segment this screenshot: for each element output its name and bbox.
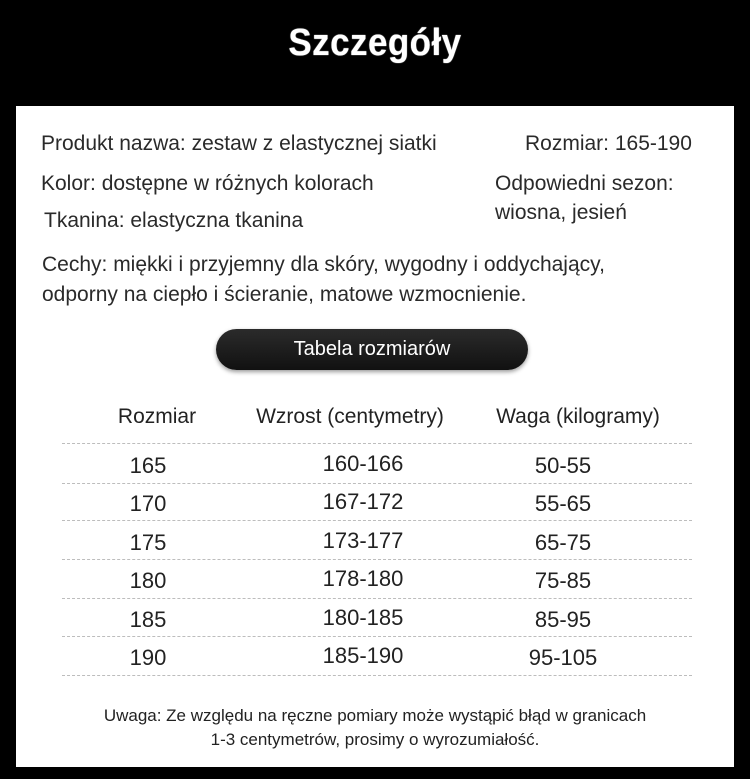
table-cell-weight: 55-65 (534, 491, 592, 516)
measurement-note-line-2: 1-3 centymetrów, prosimy o wyrozumiałość. (210, 730, 540, 749)
table-cell-height: 180-185 (322, 605, 404, 630)
table-header-size: Rozmiar (117, 405, 197, 428)
table-header-weight: Waga (kilogramy) (496, 405, 660, 428)
table-cell-height: 160-166 (322, 451, 404, 476)
table-cell-size: 180 (129, 568, 167, 593)
table-divider (62, 636, 692, 637)
table-cell-weight: 65-75 (534, 530, 592, 555)
fabric-info: Tkanina: elastyczna tkanina (44, 209, 304, 232)
table-cell-height: 185-190 (322, 643, 404, 668)
table-cell-size: 165 (129, 453, 167, 478)
season-value: wiosna, jesień (495, 201, 627, 224)
size-range: Rozmiar: 165-190 (525, 132, 692, 155)
table-divider (62, 443, 692, 444)
table-header-height: Wzrost (centymetry) (256, 405, 444, 428)
table-cell-weight: 95-105 (528, 645, 598, 670)
table-cell-weight: 50-55 (534, 453, 592, 478)
table-cell-size: 175 (129, 530, 167, 555)
table-cell-size: 185 (129, 607, 167, 632)
size-table-title: Tabela rozmiarów (216, 329, 528, 370)
color-info: Kolor: dostępne w różnych kolorach (41, 172, 374, 195)
measurement-note-line-1: Uwaga: Ze względu na ręczne pomiary może wystąpić błąd w granicach (103, 706, 647, 725)
table-divider (62, 483, 692, 484)
season-label: Odpowiedni sezon: (495, 172, 674, 195)
table-divider (62, 675, 692, 676)
table-cell-weight: 85-95 (534, 607, 592, 632)
features-line-1: Cechy: miękki i przyjemny dla skóry, wygodny i oddychający, (42, 253, 605, 276)
table-cell-height: 167-172 (322, 489, 404, 514)
table-cell-weight: 75-85 (534, 568, 592, 593)
product-name: Produkt nazwa: zestaw z elastycznej siatki (41, 132, 437, 155)
table-cell-height: 173-177 (322, 528, 404, 553)
table-divider (62, 598, 692, 599)
page-title: Szczegóły (288, 22, 462, 64)
features-line-2: odporny na ciepło i ścieranie, matowe wzmocnienie. (42, 283, 527, 306)
table-cell-size: 190 (129, 645, 167, 670)
table-divider (62, 520, 692, 521)
table-cell-size: 170 (129, 491, 167, 516)
table-cell-height: 178-180 (322, 566, 404, 591)
table-divider (62, 559, 692, 560)
